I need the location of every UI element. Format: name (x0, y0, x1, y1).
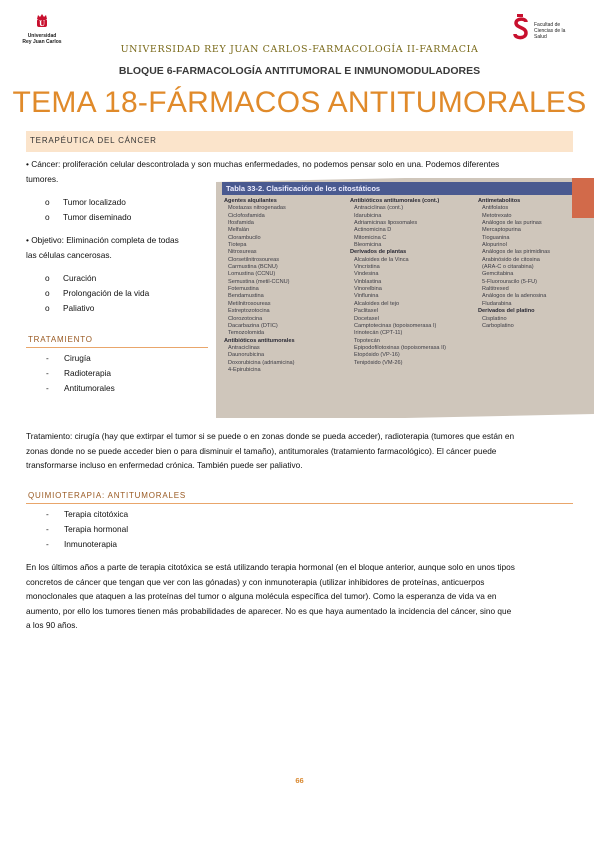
divider (26, 347, 208, 348)
list-item: - Inmunoterapia (46, 539, 118, 549)
list-item: - Radioterapia (46, 368, 112, 378)
objective-text: • Objetivo: Eliminación completa de todas las células cancerosas. (26, 235, 179, 260)
list-item: o Curación (45, 273, 97, 283)
bullet-marker: o (45, 212, 50, 222)
section-title: TERAPÉUTICA DEL CÁNCER (30, 136, 157, 145)
chemotherapy-list (46, 507, 129, 552)
section-header-therapy (26, 131, 573, 152)
chapter-tab (572, 178, 594, 218)
objectives-list (45, 271, 150, 316)
list-item: - Cirugía (46, 353, 91, 363)
faculty-logo-text: Facultad de Ciencias de la Salud (534, 22, 566, 40)
list-item: - Antitumorales (46, 383, 115, 393)
table-column-3: Antimetabolitos Antifolatos Metotrexato Análogos de las purinas Mercaptopurina Tioguanina Alopurinol Análogos de las pirimidinas Arabinósido de citosina (ARA-C o citarabina) Gemcitabina 5-Fluorouracilo (5-FU) Raltitrexed Análogos de la adenosina Fludarabina Derivados del platino Cisplatino Carboplatino (478, 198, 551, 329)
crown-icon (34, 12, 50, 28)
list-item: o Tumor localizado (63, 195, 131, 210)
list-item: o Prolongación de la vida (45, 288, 150, 298)
table-column-1: Agentes alquilantes Mostazas nitrogenadas Ciclofosfamida Ifosfamida Melfalán Clorambucilo Tiotepa Nitrosureas Clorsetilnitrosoureas Carmustina (BCNU) Lomustina (CCNU) Semustina (metil-CCNU) Fotemustina Bendamustina Metilnitrosoureas Estreptozotocina Clorozotocina Dacarbazina (DTIC) Temozolomida Antibióticos antitumorales Antraciclinas Daunorubicina Doxorubicina (adriamicina) 4-Epirubicina (224, 198, 295, 373)
chemotherapy-paragraph: En los últimos años a parte de terapia citotóxica se está utilizando terapia hormonal (en el bloque anterior, aunque solo en unos tipos concretos de cáncer que tengan que ver con las gónadas) y con inmunoterapia (utilizar inhibidores de proteínas, anticuerpos monoclonales que ataquen a las proteínas del tumor o alguna molécula específica del tumor). Como la esperanza de vida va en aumento, por ello los tumores tienen más probabilidades de aparecer. No es que haya aumentado la incidencia del cáncer, sino que a los 90 años. (26, 562, 515, 630)
cancer-line: tumores. (26, 173, 59, 184)
block-title: BLOQUE 6-FARMACOLOGÍA ANTITUMORAL E INMUNOMODULADORES (118, 65, 481, 77)
list-item: o Paliativo (45, 303, 95, 313)
urjc-logo-text: Universidad Rey Juan Carlos (22, 33, 62, 45)
list-item: - Terapia citotóxica (46, 509, 129, 519)
table-caption: Tabla 33-2. Clasificación de los citostáticos (222, 182, 576, 195)
list-item: - Terapia hormonal (46, 524, 129, 534)
classification-table-photo (216, 178, 594, 418)
list-item: o Tumor diseminado (63, 210, 131, 225)
bullet-marker: o (45, 197, 50, 207)
treatment-paragraph: Tratamiento: cirugía (hay que extirpar el tumor si se puede o en zonas donde se pueda acceder), radioterapia (tumores que están en zonas donde no se puede acceder bien o para disminuir el tamaño), antitumorales (tratamiento farmacológico). El cáncer puede transformarse incluso en enfermedad crónica. También puede ser paliativo. (26, 431, 515, 470)
table-column-2: Antibióticos antitumorales (cont.) Antraciclinas (cont.) Idarubicina Adriamicinas liposomales Actinomicina D Mitomicina C Bleomicina Derivados de plantas Alcaloides de la Vinca Vincristina Vindesina Vinblastina Vinorelbina Vinflunina Alcaloides del tejo Paclitaxel Docetaxel Camptotecinas (topoisomerasa I) Irinotecán (CPT-11) Topotecán Epipodofilotoxinas (topoisomerasa II) Etopósido (VP-16) Tenipósido (VM-26) (350, 198, 447, 366)
treatment-list (46, 351, 115, 396)
divider (26, 503, 573, 504)
svg-text:U: U (38, 19, 46, 28)
treatment-heading: TRATAMIENTO (28, 335, 93, 344)
chemotherapy-heading: QUIMIOTERAPIA: ANTITUMORALES (28, 491, 186, 500)
topic-title: TEMA 18-FÁRMACOS ANTITUMORALES (12, 86, 587, 119)
faculty-s-icon (512, 14, 530, 42)
page-number: 66 (295, 776, 304, 785)
cancer-line: • Cáncer: proliferación celular descontrolada y son muchas enfermedades, no podemos pensar solo en una. Podemos diferentes (26, 159, 500, 169)
university-line: UNIVERSIDAD REY JUAN CARLOS-FARMACOLOGÍA II-FARMACIA (120, 44, 479, 55)
tumor-types-list (45, 195, 132, 225)
urjc-logo (22, 12, 62, 45)
